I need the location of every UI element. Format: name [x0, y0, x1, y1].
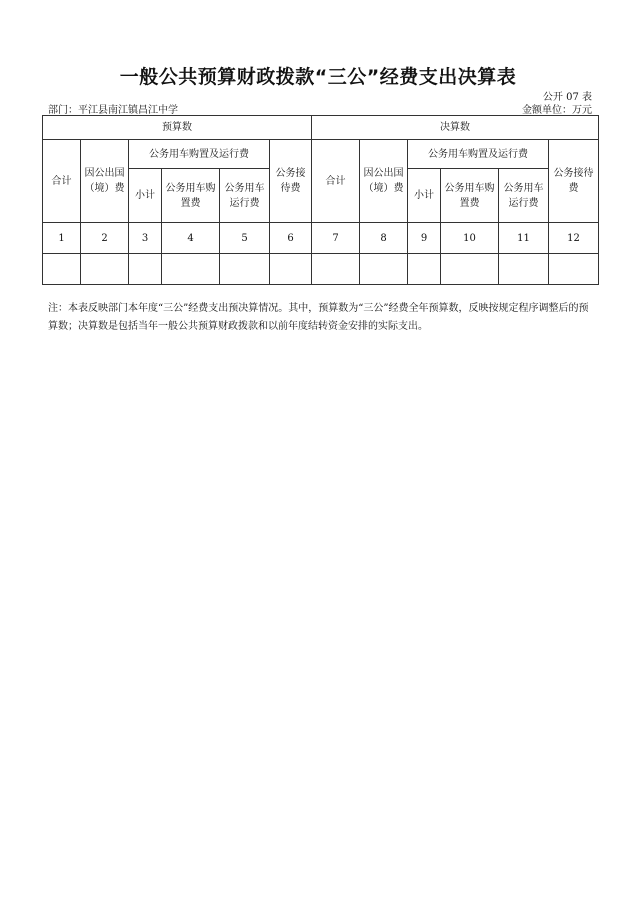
unit-label: 金额单位：万元	[522, 105, 592, 116]
col-number: 4	[162, 223, 220, 254]
value-cell	[162, 254, 220, 285]
value-cell	[129, 254, 162, 285]
col-number: 10	[441, 223, 499, 254]
value-cell	[360, 254, 408, 285]
value-cell	[549, 254, 599, 285]
footnote: 注：本表反映部门本年度“三公”经费支出预决算情况。其中，预算数为“三公”经费全年预算数，反映按规定程序调整后的预算数；决算数是包括当年一般公共预算财政拨款和以前年度结转资金安排的实际支出。	[48, 303, 589, 332]
value-cell	[220, 254, 270, 285]
col-number: 2	[81, 223, 129, 254]
form-number: 公开 07 表	[542, 92, 592, 103]
value-cell	[81, 254, 129, 285]
col-number: 5	[220, 223, 270, 254]
col-number: 7	[312, 223, 360, 254]
value-cell	[441, 254, 499, 285]
department-label: 部门：平江县南江镇昌江中学	[48, 105, 178, 116]
col-number: 11	[499, 223, 549, 254]
final-abroad-header: 因公出国（境）费	[360, 140, 408, 223]
budget-vehicle-group-header: 公务用车购置及运行费	[129, 140, 270, 169]
budget-abroad-header: 因公出国（境）费	[81, 140, 129, 223]
budget-reception-header: 公务接待费	[270, 140, 312, 223]
final-vehicle-operation-header: 公务用车运行费	[499, 169, 549, 223]
final-reception-header: 公务接待费	[549, 140, 599, 223]
budget-header: 预算数	[43, 116, 312, 140]
final-vehicle-purchase-header: 公务用车购置费	[441, 169, 499, 223]
col-number: 1	[43, 223, 81, 254]
final-header: 决算数	[312, 116, 599, 140]
final-subtotal-header: 小计	[408, 169, 441, 223]
budget-vehicle-purchase-header: 公务用车购置费	[162, 169, 220, 223]
budget-vehicle-operation-header: 公务用车运行费	[220, 169, 270, 223]
final-vehicle-group-header: 公务用车购置及运行费	[408, 140, 549, 169]
value-cell	[43, 254, 81, 285]
expense-table	[42, 115, 599, 285]
col-number: 8	[360, 223, 408, 254]
column-number-row	[43, 223, 599, 254]
budget-total-header: 合计	[43, 140, 81, 223]
col-number: 6	[270, 223, 312, 254]
col-number: 9	[408, 223, 441, 254]
value-cell	[312, 254, 360, 285]
value-cell	[270, 254, 312, 285]
budget-subtotal-header: 小计	[129, 169, 162, 223]
table-row	[43, 254, 599, 285]
final-total-header: 合计	[312, 140, 360, 223]
value-cell	[499, 254, 549, 285]
value-cell	[408, 254, 441, 285]
col-number: 12	[549, 223, 599, 254]
page-title: 一般公共预算财政拨款“三公”经费支出决算表	[119, 66, 517, 88]
col-number: 3	[129, 223, 162, 254]
